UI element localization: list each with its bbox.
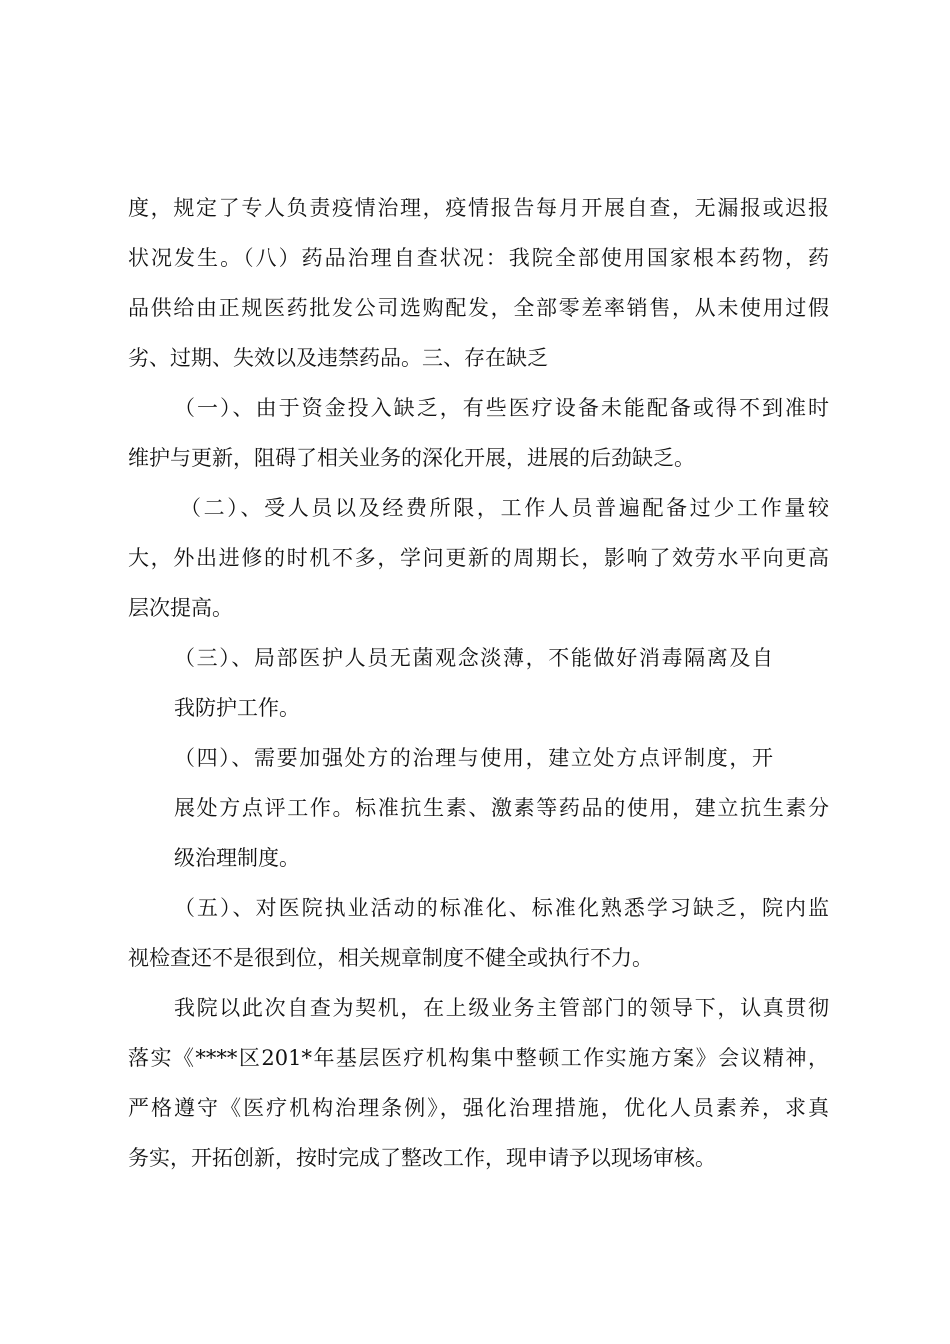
- text-line: 状况发生。（八）药品治理自查状况：我院全部使用国家根本药物，药: [128, 246, 829, 270]
- text-line: 视检查还不是很到位，相关规章制度不健全或执行不力。: [128, 946, 653, 970]
- text-line: 落实《****区201*年基层医疗机构集中整顿工作实施方案》会议精神，: [128, 1046, 829, 1070]
- text-line: （五）、对医院执业活动的标准化、标准化熟悉学习缺乏，院内监: [174, 896, 829, 920]
- text-line: （四）、需要加强处方的治理与使用，建立处方点评制度，开: [174, 746, 773, 770]
- text-line: 劣、过期、失效以及违禁药品。三、存在缺乏: [128, 346, 548, 370]
- text-line: 级治理制度。: [174, 846, 300, 870]
- text-line: 层次提高。: [128, 596, 233, 620]
- text-line: 务实，开拓创新，按时完成了整改工作，现申请予以现场审核。: [128, 1146, 716, 1170]
- text-line: 展处方点评工作。标准抗生素、激素等药品的使用，建立抗生素分: [174, 796, 829, 820]
- text-line: 品供给由正规医药批发公司选购配发，全部零差率销售，从未使用过假: [128, 296, 829, 320]
- text-line: 度，规定了专人负责疫情治理，疫情报告每月开展自查，无漏报或迟报: [128, 196, 829, 220]
- text-line: （一）、由于资金投入缺乏，有些医疗设备未能配备或得不到准时: [174, 396, 829, 420]
- text-line: （三）、局部医护人员无菌观念淡薄，不能做好消毒隔离及自: [174, 646, 773, 670]
- text-line: 维护与更新，阻碍了相关业务的深化开展，进展的后劲缺乏。: [128, 446, 695, 470]
- text-line: 我防护工作。: [174, 696, 300, 720]
- text-line: （二）、受人员以及经费所限，工作人员普遍配备过少工作量较: [180, 496, 829, 520]
- text-line: 严格遵守《医疗机构治理条例》，强化治理措施，优化人员素养，求真: [128, 1096, 829, 1120]
- text-line: 我院以此次自查为契机，在上级业务主管部门的领导下，认真贯彻: [174, 996, 829, 1020]
- text-line: 大，外出进修的时机不多，学问更新的周期长，影响了效劳水平向更高: [128, 546, 829, 570]
